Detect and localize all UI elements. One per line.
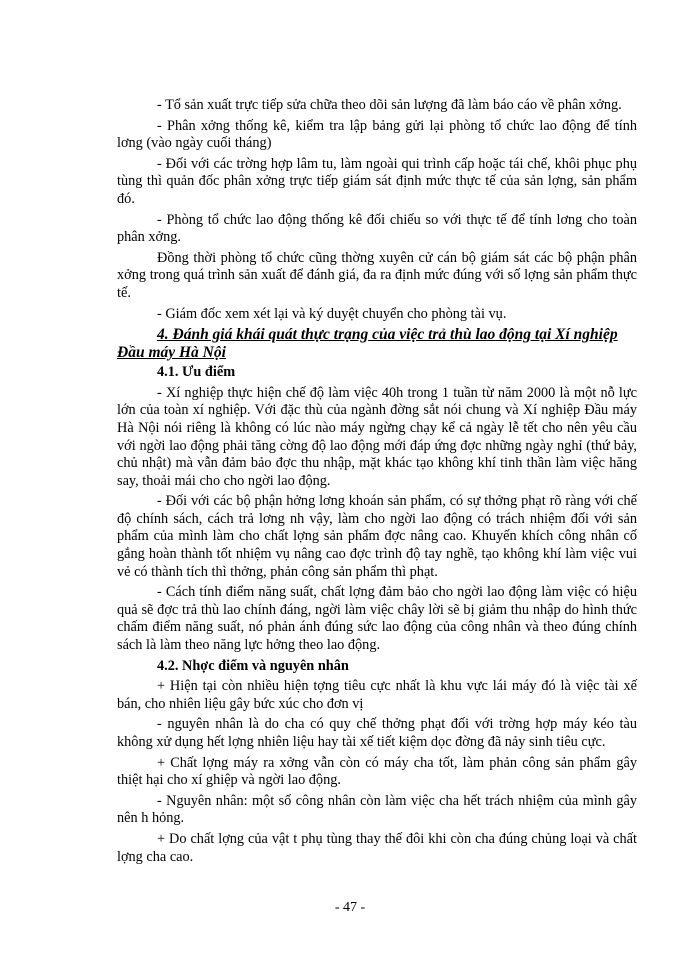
page-number: - 47 -: [334, 900, 366, 915]
paragraph: - Cách tính điểm năng suất, chất lợng đảm bảo cho ngời lao động làm việc có hiệu quả sẽ đợc trả thù lao chính đáng, ngời làm việc chây lời sẽ bị giảm thu nhập do hình thức chấm điểm năng suất, nó phản ánh đúng sức lao động của công nhân và theo đúng chính sách là làm theo năng lực hởng theo lao động.: [117, 584, 637, 654]
paragraph: - Đối với các trờng hợp lâm tu, làm ngoài qui trình cấp hoặc tái chế, khôi phục phụ tùng thì quản đốc phân xởng trực tiếp giám sát định mức thực tế của sản lợng, sản phẩm đó.: [117, 155, 637, 207]
paragraph: - Xí nghiệp thực hiện chế độ làm việc 40h trong 1 tuần từ năm 2000 là một nỗ lực lớn của toàn xí nghiệp. Với đặc thù của ngành đờng sắt nói chung và Xí nghiệp Đầu máy Hà Nội nói riêng là không có lúc nào máy ngừng chạy kể cả ngày lễ tết cho nên yêu cầu với ngời lao động phải tăng cờng độ lao động mới đáp ứng đợc những ngày nghỉ (thứ bảy, chủ nhật) mà vẫn đảm bảo đợc thu nhập, mặt khác tạo không khí tinh thần làm việc hăng say, thoải mái cho cho ngời lao động.: [117, 384, 637, 489]
paragraph: - Phòng tổ chức lao động thống kê đối chiếu so với thực tế để tính lơng cho toàn phân xởng.: [117, 211, 637, 246]
paragraph: Đồng thời phòng tổ chức cũng thờng xuyên cử cán bộ giám sát các bộ phận phân xởng trong quá trình sản xuất để đánh giá, đa ra định mức đúng với số lợng sản phẩm thực tế.: [117, 249, 637, 301]
paragraph: - Giám đốc xem xét lại và ký duyệt chuyển cho phòng tài vụ.: [157, 305, 507, 322]
paragraph: - Phân xởng thống kê, kiểm tra lập bảng gửi lại phòng tổ chức lao động để tính lơng (vào ngày cuối tháng): [117, 117, 637, 152]
paragraph: + Do chất lợng của vật t phụ tùng thay thế đôi khi còn cha đúng chủng loại và chất lợng cha cao.: [117, 830, 637, 865]
subheading-disadvantages: 4.2. Nhợc điểm và nguyên nhân: [157, 657, 349, 674]
paragraph: - Nguyên nhân: một số công nhân còn làm việc cha hết trách nhiệm của mình gây nên h hỏng.: [117, 792, 637, 827]
paragraph: + Hiện tại còn nhiều hiện tợng tiêu cực nhất là khu vực lái máy đó là việc tài xế bán, cho nhiên liệu gây bức xúc cho đơn vị: [117, 678, 637, 712]
section-heading: 4. Đánh giá khái quát thực trạng của việc trả thù lao động tại Xí nghiệp Đầu máy Hà Nội: [117, 326, 618, 362]
paragraph: + Chất lợng máy ra xởng vẫn còn có máy cha tốt, làm phản công sản phẩm gây thiệt hại cho xí ghiệp và ngời lao động.: [117, 754, 637, 789]
paragraph: - Đối với các bộ phận hởng lơng khoán sản phẩm, có sự thởng phạt rõ ràng với chế độ chính sách, cách trả lơng nh vậy, làm cho ngời lao động có trách nhiệm đối với sản phẩm của mình làm cho chất lợng sản phẩm đợc nâng cao. Khuyến khích công nhân cố gắng hoàn thành tốt nhiệm vụ nâng cao đợc trình độ tay nghề, tạo không khí làm việc vui vẻ có thành tích thì thởng, phản công sản phẩm thì phạt.: [117, 493, 637, 580]
paragraph: - nguyên nhân là do cha có quy chế thởng phạt đối với trờng hợp máy kéo tàu không xử dụng hết lợng nhiên liệu hay tài xế tiết kiệm dọc đờng đã nảy sinh tiêu cực.: [117, 716, 637, 750]
subheading-advantages: 4.1. Ưu điểm: [157, 364, 236, 381]
document-page: [117, 97, 637, 869]
paragraph: - Tổ sản xuất trực tiếp sửa chữa theo dõi sản lượng đã làm báo cáo về phân xởng.: [157, 97, 622, 113]
